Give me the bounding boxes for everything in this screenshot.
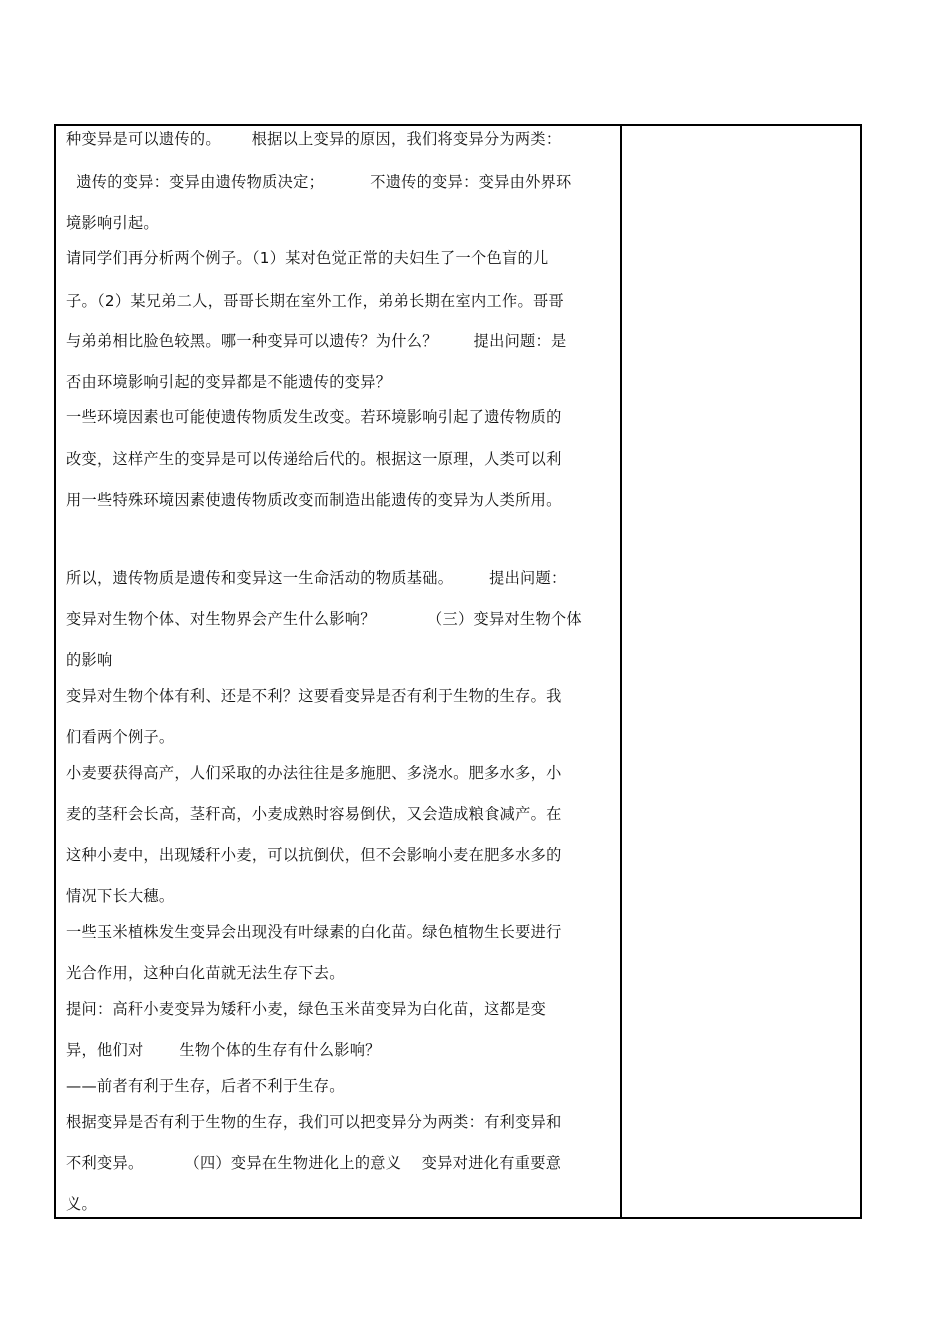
- text-line: 们看两个例子。: [66, 728, 175, 746]
- text-line: ——前者有利于生存，后者不利于生存。: [66, 1077, 345, 1095]
- text-line: 变异对生物个体有利、还是不利？这要看变异是否有利于生物的生存。我: [66, 687, 562, 705]
- text-line: 所以，遗传物质是遗传和变异这一生命活动的物质基础。 提出问题：: [66, 569, 567, 587]
- content-cell: [56, 126, 622, 1217]
- text-line: 与弟弟相比脸色较黑。哪一种变异可以遗传？为什么？ 提出问题：是: [66, 332, 567, 350]
- text-line: 根据变异是否有利于生物的生存，我们可以把变异分为两类：有利变异和: [66, 1113, 562, 1131]
- lesson-table: [54, 124, 862, 1219]
- text-line: 提问：高秆小麦变异为矮秆小麦，绿色玉米苗变异为白化苗，这都是变: [66, 1000, 547, 1018]
- text-line: 一些环境因素也可能使遗传物质发生改变。若环境影响引起了遗传物质的: [66, 408, 562, 426]
- text-line: 这种小麦中，出现矮秆小麦，可以抗倒伏，但不会影响小麦在肥多水多的: [66, 846, 562, 864]
- text-line: 光合作用，这种白化苗就无法生存下去。: [66, 964, 345, 982]
- text-line: 小麦要获得高产，人们采取的办法往往是多施肥、多浇水。肥多水多，小: [66, 764, 562, 782]
- text-line: 麦的茎秆会长高，茎秆高，小麦成熟时容易倒伏，又会造成粮食减产。在: [66, 805, 562, 823]
- text-line: 变异对生物个体、对生物界会产生什么影响？ （三）变异对生物个体: [66, 610, 582, 628]
- text-line: 改变，这样产生的变异是可以传递给后代的。根据这一原理，人类可以利: [66, 450, 562, 468]
- text-line: 种变异是可以遗传的。 根据以上变异的原因，我们将变异分为两类：: [66, 130, 562, 148]
- text-line: 境影响引起。: [66, 214, 159, 232]
- notes-cell: [622, 126, 860, 1217]
- text-line: 子。（2）某兄弟二人，哥哥长期在室外工作，弟弟长期在室内工作。哥哥: [66, 292, 564, 310]
- text-line: 的影响: [66, 651, 113, 669]
- text-line: 一些玉米植株发生变异会出现没有叶绿素的白化苗。绿色植物生长要进行: [66, 923, 562, 941]
- text-line: 否由环境影响引起的变异都是不能遗传的变异？: [66, 373, 392, 391]
- text-line: 异，他们对 生物个体的生存有什么影响？: [66, 1041, 381, 1059]
- text-line: 情况下长大穗。: [66, 887, 175, 905]
- text-line: 义。: [66, 1195, 97, 1213]
- text-line: 请同学们再分析两个例子。（1）某对色觉正常的夫妇生了一个色盲的儿: [66, 249, 549, 267]
- text-line: 不利变异。 （四）变异在生物进化上的意义 变异对进化有重要意: [66, 1154, 562, 1172]
- text-line: 用一些特殊环境因素使遗传物质改变而制造出能遗传的变异为人类所用。: [66, 491, 562, 509]
- text-line: 遗传的变异：变异由遗传物质决定； 不遗传的变异：变异由外界环: [66, 173, 572, 191]
